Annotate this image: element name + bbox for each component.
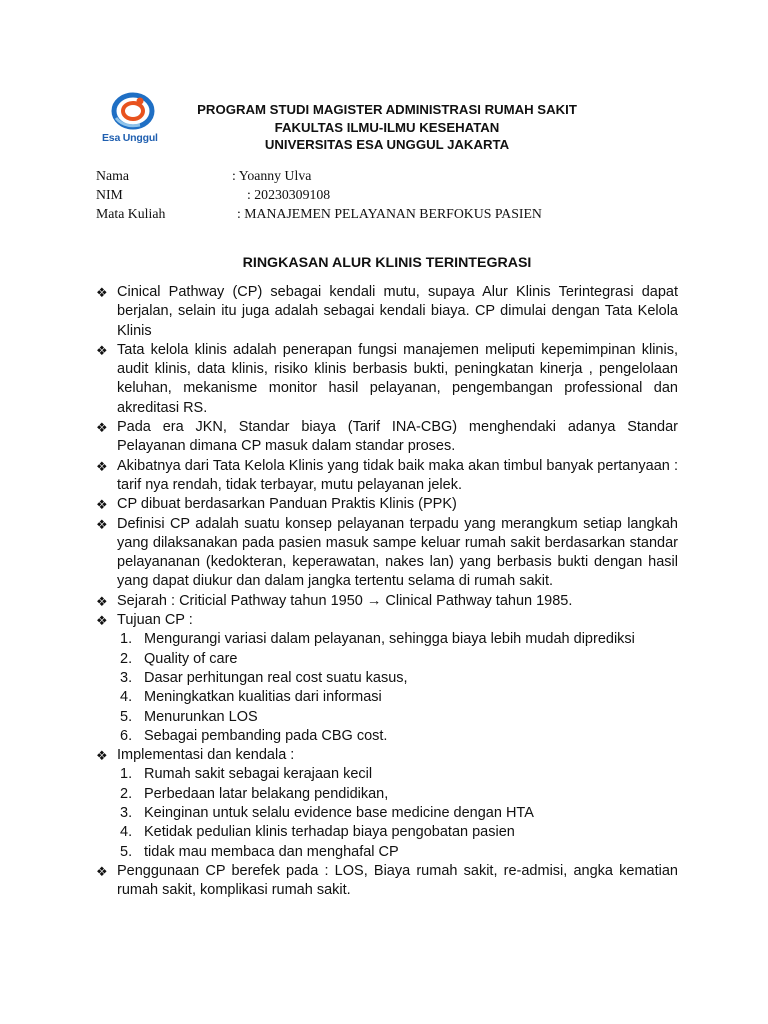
- bullet-text: CP dibuat berdasarkan Panduan Praktis Klinis (PPK): [117, 496, 457, 513]
- info-label: NIM: [96, 187, 123, 202]
- logo-text: Esa Unggul: [102, 132, 158, 144]
- bullet-item: [96, 495, 678, 514]
- item-number: 2.: [120, 785, 133, 802]
- diamond-bullet-icon: ❖: [96, 420, 108, 436]
- info-value: : 20230309108: [247, 187, 331, 202]
- info-row-nim: [96, 187, 656, 206]
- numbered-item: [96, 688, 678, 707]
- info-value: : Yoanny Ulva: [232, 168, 312, 183]
- bullet-item: [96, 418, 678, 457]
- item-number: 3.: [120, 805, 133, 822]
- diamond-bullet-icon: ❖: [96, 458, 108, 474]
- item-number: 5.: [120, 843, 133, 860]
- bullet-item: [96, 283, 678, 341]
- diamond-bullet-icon: ❖: [96, 863, 108, 879]
- bullet-text: Tata kelola klinis adalah penerapan fungsi manajemen meliputi kepemimpinan klinis, audit klinis, data klinis, risiko klinis berbasis bukti, peningkatan kinerja , pengelolaan keluhan, mekanisme monitor hasil pelayanan, pengembangan professional dan akreditasi RS.: [117, 341, 678, 416]
- numbered-item-text: Dasar perhitungan real cost suatu kasus,: [144, 669, 408, 686]
- numbered-item: [96, 804, 678, 823]
- bullet-text: Sejarah : Criticial Pathway tahun 1950 → Clinical Pathway tahun 1985.: [117, 592, 573, 609]
- header-faculty: FAKULTAS ILMU-ILMU KESEHATAN: [274, 119, 500, 135]
- university-logo: [102, 92, 172, 152]
- logo-swirl-icon: [110, 92, 156, 132]
- item-number: 2.: [120, 650, 133, 667]
- document-header: [170, 101, 604, 154]
- info-value: : MANAJEMEN PELAYANAN BERFOKUS PASIEN: [237, 206, 542, 221]
- numbered-item: [96, 650, 678, 669]
- bullet-text: Penggunaan CP berefek pada : LOS, Biaya rumah sakit, re-admisi, angka kematian rumah sakit, komplikasi rumah sakit.: [117, 862, 678, 899]
- item-number: 6.: [120, 727, 133, 744]
- student-info: [96, 168, 656, 225]
- bullet-text: Cinical Pathway (CP) sebagai kendali mutu, supaya Alur Klinis Terintegrasi dapat berjalan, selain itu juga adalah sebagai kendali biaya. CP dimulai dengan Tata Kelola Klinis: [117, 284, 678, 339]
- diamond-bullet-icon: ❖: [96, 497, 108, 513]
- diamond-bullet-icon: ❖: [96, 516, 108, 532]
- item-number: 4.: [120, 689, 133, 706]
- numbered-item-text: Ketidak pedulian klinis terhadap biaya pengobatan pasien: [144, 824, 515, 841]
- numbered-item: [96, 765, 678, 784]
- numbered-item-text: Menurunkan LOS: [144, 708, 258, 725]
- bullet-text: Pada era JKN, Standar biaya (Tarif INA-CBG) menghendaki adanya Standar Pelayanan dimana CP masuk dalam standar proses.: [117, 419, 678, 455]
- item-number: 1.: [120, 766, 133, 783]
- numbered-item: [96, 669, 678, 688]
- bullet-item: [96, 862, 678, 901]
- numbered-item-text: Meningkatkan kualitias dari informasi: [144, 689, 382, 706]
- numbered-item: [96, 785, 678, 804]
- numbered-item: [96, 708, 678, 727]
- bullet-text: Definisi CP adalah suatu konsep pelayanan terpadu yang merangkum setiap langkah yang dilaksanakan pada pasien masuk sampe keluar rumah sakit berdasarkan standar pelayananan (kedokteran, keperawatan, nakes lan) yang berbasis bukti dengan hasil yang dapat diukur dan dalam jangka tertentu selama di rumah sakit.: [117, 515, 678, 590]
- diamond-bullet-icon: ❖: [96, 613, 108, 629]
- header-university: UNIVERSITAS ESA UNGGUL JAKARTA: [264, 137, 510, 152]
- bullet-text: Implementasi dan kendala :: [117, 747, 295, 764]
- numbered-item-text: Quality of care: [144, 650, 238, 667]
- bullet-item: [96, 592, 678, 611]
- diamond-bullet-icon: ❖: [96, 593, 108, 609]
- numbered-item: [96, 630, 678, 649]
- diamond-bullet-icon: ❖: [96, 342, 108, 358]
- info-row-name: [96, 168, 656, 187]
- bullet-item: [96, 457, 678, 496]
- item-number: 4.: [120, 824, 133, 841]
- bullet-item: [96, 611, 678, 630]
- numbered-item-text: tidak mau membaca dan menghafal CP: [144, 843, 399, 860]
- item-number: 5.: [120, 708, 133, 725]
- numbered-item-text: Perbedaan latar belakang pendidikan,: [144, 785, 389, 802]
- bullet-item: [96, 515, 678, 592]
- numbered-item-text: Mengurangi variasi dalam pelayanan, sehingga biaya lebih mudah diprediksi: [144, 631, 635, 648]
- info-label: Nama: [96, 168, 129, 183]
- item-number: 1.: [120, 631, 133, 648]
- document-body: [96, 283, 678, 901]
- numbered-item: [96, 727, 678, 746]
- header-program: PROGRAM STUDI MAGISTER ADMINISTRASI RUMAH SAKIT: [197, 102, 577, 117]
- numbered-item: [96, 843, 678, 862]
- bullet-text: Akibatnya dari Tata Kelola Klinis yang tidak baik maka akan timbul banyak pertanyaan : tarif nya rendah, tidak terbayar, mutu pelayanan jelek.: [117, 457, 678, 493]
- bullet-text: Tujuan CP :: [117, 612, 193, 629]
- item-number: 3.: [120, 669, 133, 686]
- numbered-item-text: Sebagai pembanding pada CBG cost.: [144, 727, 388, 744]
- bullet-item: [96, 341, 678, 418]
- bullet-item: [96, 746, 678, 765]
- diamond-bullet-icon: ❖: [96, 748, 108, 764]
- numbered-item-text: Keinginan untuk selalu evidence base medicine dengan HTA: [144, 805, 534, 822]
- document-title: RINGKASAN ALUR KLINIS TERINTEGRASI: [242, 255, 532, 271]
- info-row-course: [96, 206, 656, 225]
- info-label: Mata Kuliah: [96, 206, 166, 221]
- numbered-item-text: Rumah sakit sebagai kerajaan kecil: [144, 766, 373, 783]
- diamond-bullet-icon: ❖: [96, 285, 108, 300]
- numbered-item: [96, 823, 678, 842]
